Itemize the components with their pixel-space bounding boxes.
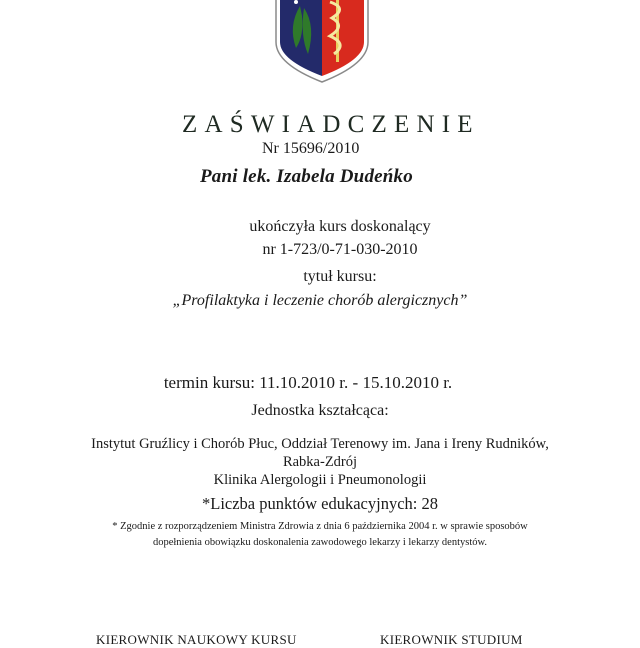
- course-title: „Profilaktyka i leczenie chorób alergicznych”: [172, 292, 468, 309]
- signature-label-course-director: KIEROWNIK NAUKOWY KURSU: [96, 632, 297, 647]
- institution-line-2: Rabka-Zdrój: [282, 454, 358, 470]
- education-points: *Liczba punktów edukacyjnych: 28: [202, 494, 438, 513]
- signature-label-study-director: KIEROWNIK STUDIUM: [380, 632, 523, 647]
- unit-label: Jednostka kształcąca:: [251, 402, 389, 419]
- footnote-line-2: dopełnienia obowiązku doskonalenia zawodowego lekarzy i lekarzy dentystów.: [152, 537, 488, 548]
- course-number: nr 1-723/0-71-030-2010: [262, 241, 418, 258]
- footnote-line-1: * Zgodnie z rozporządzeniem Ministra Zdrowia z dnia 6 października 2004 r. w sprawie sposobów: [112, 521, 528, 532]
- medical-shield-emblem-icon: [270, 0, 374, 84]
- institution-line-3: Klinika Alergologii i Pneumonologii: [213, 472, 427, 488]
- course-title-label: tytuł kursu:: [303, 268, 377, 285]
- recipient-name: Pani lek. Izabela Dudeńko: [200, 166, 413, 187]
- certificate-title: ZAŚWIADCZENIE: [182, 111, 480, 138]
- completed-line: ukończyła kurs doskonalący: [249, 218, 431, 235]
- certificate-number: Nr 15696/2010: [262, 140, 360, 157]
- institution-line-1: Instytut Gruźlicy i Chorób Płuc, Oddział Terenowy im. Jana i Ireny Rudników,: [91, 436, 549, 452]
- course-dates: termin kursu: 11.10.2010 r. - 15.10.2010 r.: [163, 373, 453, 392]
